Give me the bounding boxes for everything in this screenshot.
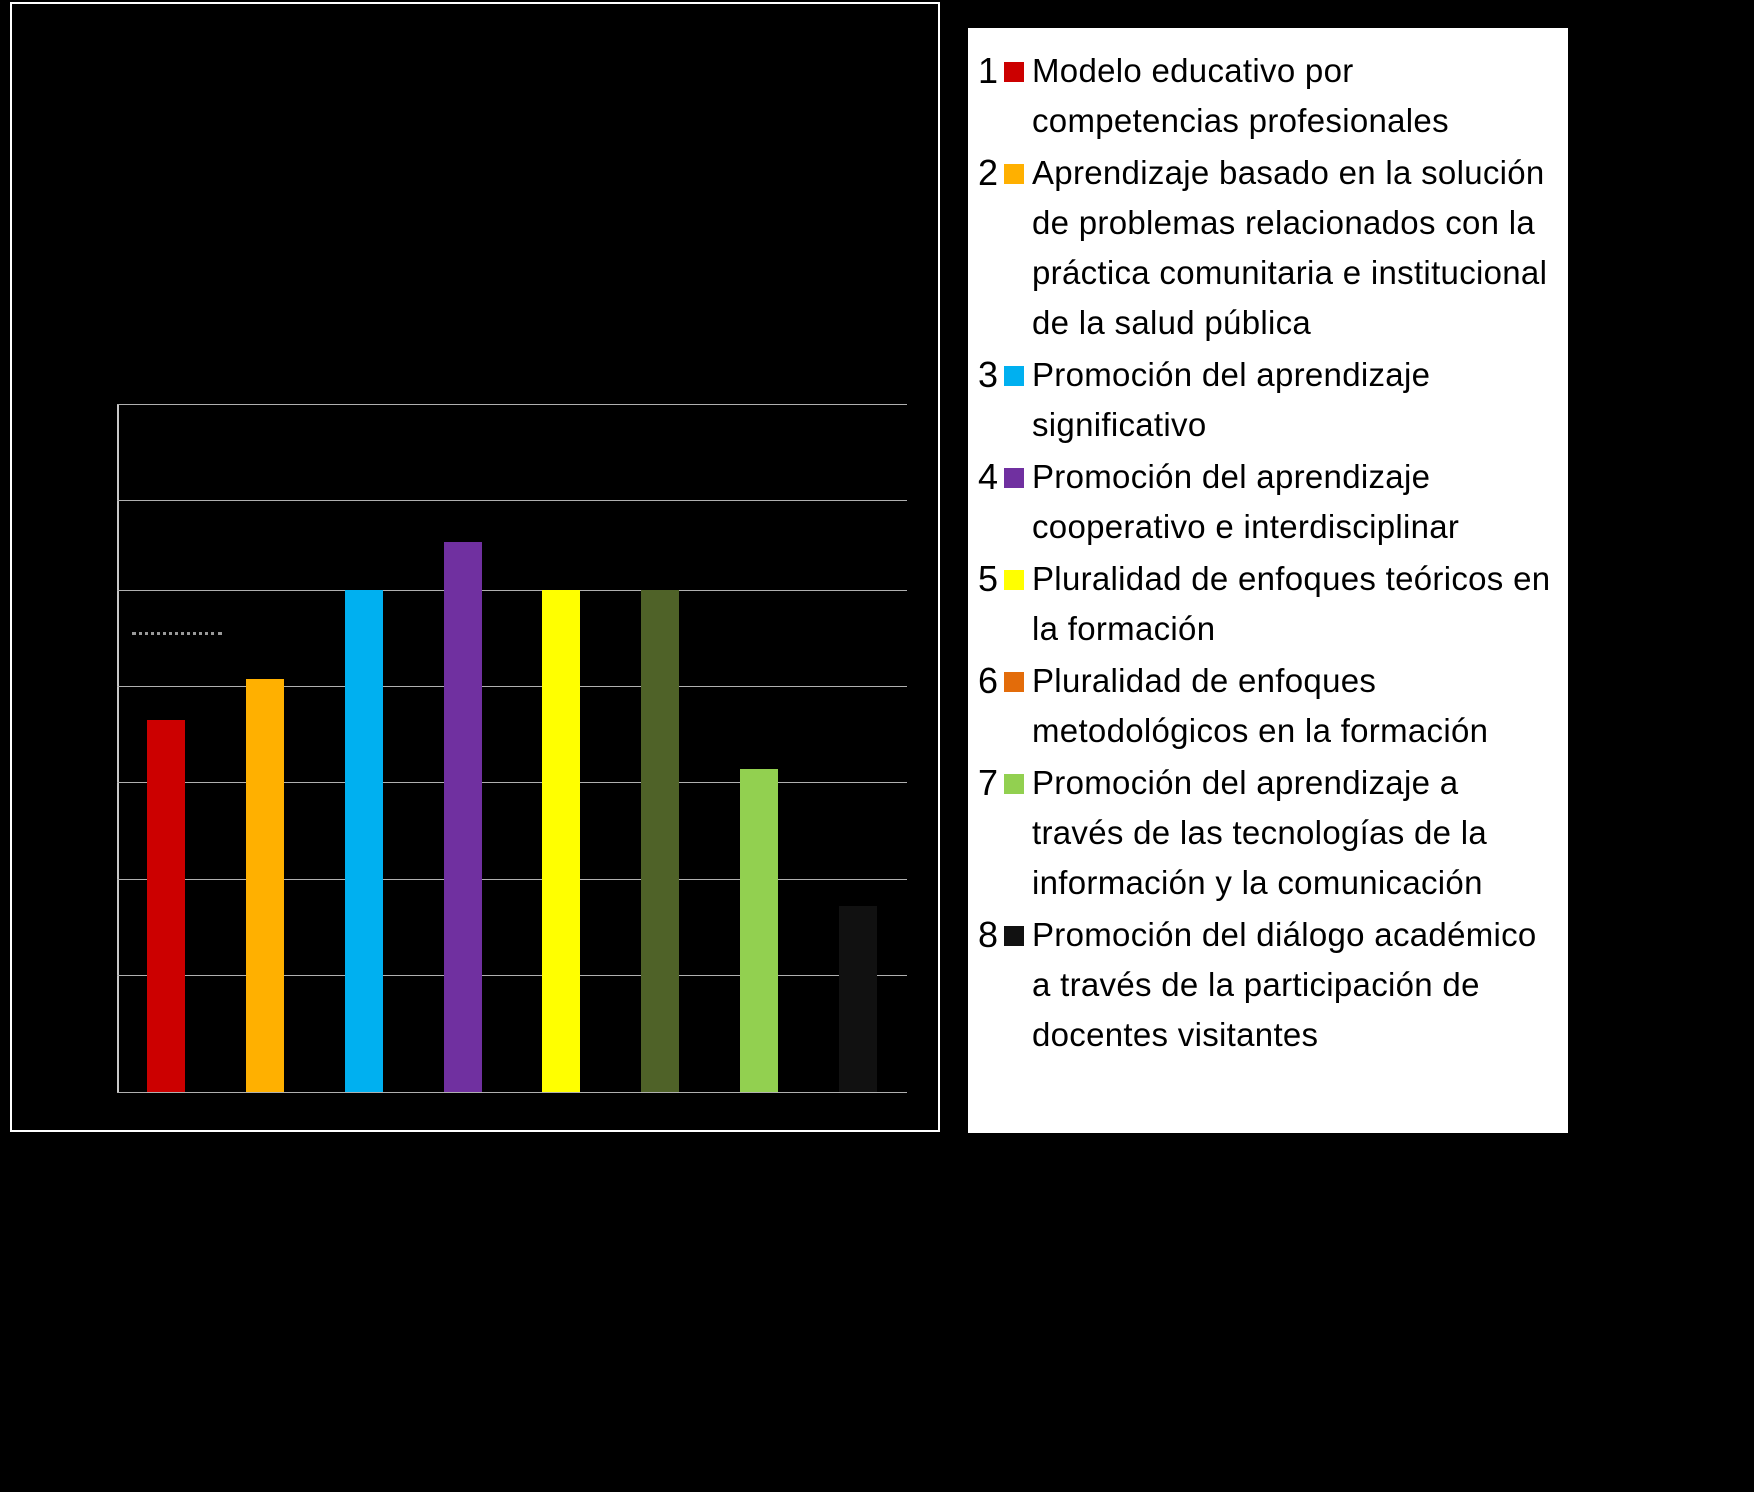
bar-slot <box>710 404 809 1092</box>
bar-5[interactable] <box>542 590 580 1092</box>
bar-3[interactable] <box>345 590 383 1092</box>
legend-item-label: Promoción del aprendizaje significativo <box>1032 356 1431 443</box>
legend-item-label: Promoción del aprendizaje a través de las tecnologías de la información y la comunicación <box>1032 764 1488 901</box>
legend-color-swatch <box>1004 62 1024 82</box>
legend-item-label: Promoción del diálogo académico a través de la participación de docentes visitantes <box>1032 916 1537 1053</box>
gridline <box>117 1092 907 1093</box>
legend-item-number: 1 <box>978 50 999 91</box>
legend-color-swatch <box>1004 672 1024 692</box>
legend-item-label: Promoción del aprendizaje cooperativo e interdisciplinar <box>1032 458 1460 545</box>
legend-color-swatch <box>1004 164 1024 184</box>
legend-color-swatch <box>1004 570 1024 590</box>
legend-item[interactable] <box>978 46 1558 146</box>
legend-color-swatch <box>1004 366 1024 386</box>
legend-item[interactable] <box>978 148 1558 348</box>
bar-slot <box>512 404 611 1092</box>
dotted-reference-marker <box>132 632 222 637</box>
bar-slot <box>808 404 907 1092</box>
bar-slot <box>315 404 414 1092</box>
legend-item-label: Pluralidad de enfoques teóricos en la formación <box>1032 560 1551 647</box>
legend-color-swatch <box>1004 774 1024 794</box>
bar-1[interactable] <box>147 720 185 1092</box>
bar-6[interactable] <box>641 590 679 1092</box>
bar-7[interactable] <box>740 769 778 1092</box>
bar-8[interactable] <box>839 906 877 1092</box>
bar-slot <box>413 404 512 1092</box>
legend-item-label: Pluralidad de enfoques metodológicos en la formación <box>1032 662 1489 749</box>
legend-item-number: 6 <box>978 660 999 701</box>
bar-4[interactable] <box>444 542 482 1092</box>
legend-color-swatch <box>1004 468 1024 488</box>
bar-slot <box>216 404 315 1092</box>
bar-series <box>117 404 907 1092</box>
legend-item-number: 3 <box>978 354 999 395</box>
legend-item[interactable] <box>978 910 1558 1060</box>
legend-item-label: Aprendizaje basado en la solución de problemas relacionados con la práctica comunitaria e institucional de la salud pública <box>1032 154 1548 341</box>
legend-item-number: 2 <box>978 152 999 193</box>
legend-item-number: 4 <box>978 456 999 497</box>
bar-slot <box>611 404 710 1092</box>
bar-2[interactable] <box>246 679 284 1092</box>
bar-slot <box>117 404 216 1092</box>
legend-item-label: Modelo educativo por competencias profesionales <box>1032 52 1449 139</box>
legend-item[interactable] <box>978 452 1558 552</box>
legend-item[interactable] <box>978 758 1558 908</box>
chart-panel <box>10 2 940 1132</box>
legend-item[interactable] <box>978 350 1558 450</box>
legend-item-number: 5 <box>978 558 999 599</box>
legend-item-number: 8 <box>978 914 999 955</box>
legend-color-swatch <box>1004 926 1024 946</box>
plot-area <box>117 404 907 1092</box>
legend-item[interactable] <box>978 554 1558 654</box>
legend-item-number: 7 <box>978 762 999 803</box>
legend-panel <box>968 28 1568 1133</box>
legend-item[interactable] <box>978 656 1558 756</box>
